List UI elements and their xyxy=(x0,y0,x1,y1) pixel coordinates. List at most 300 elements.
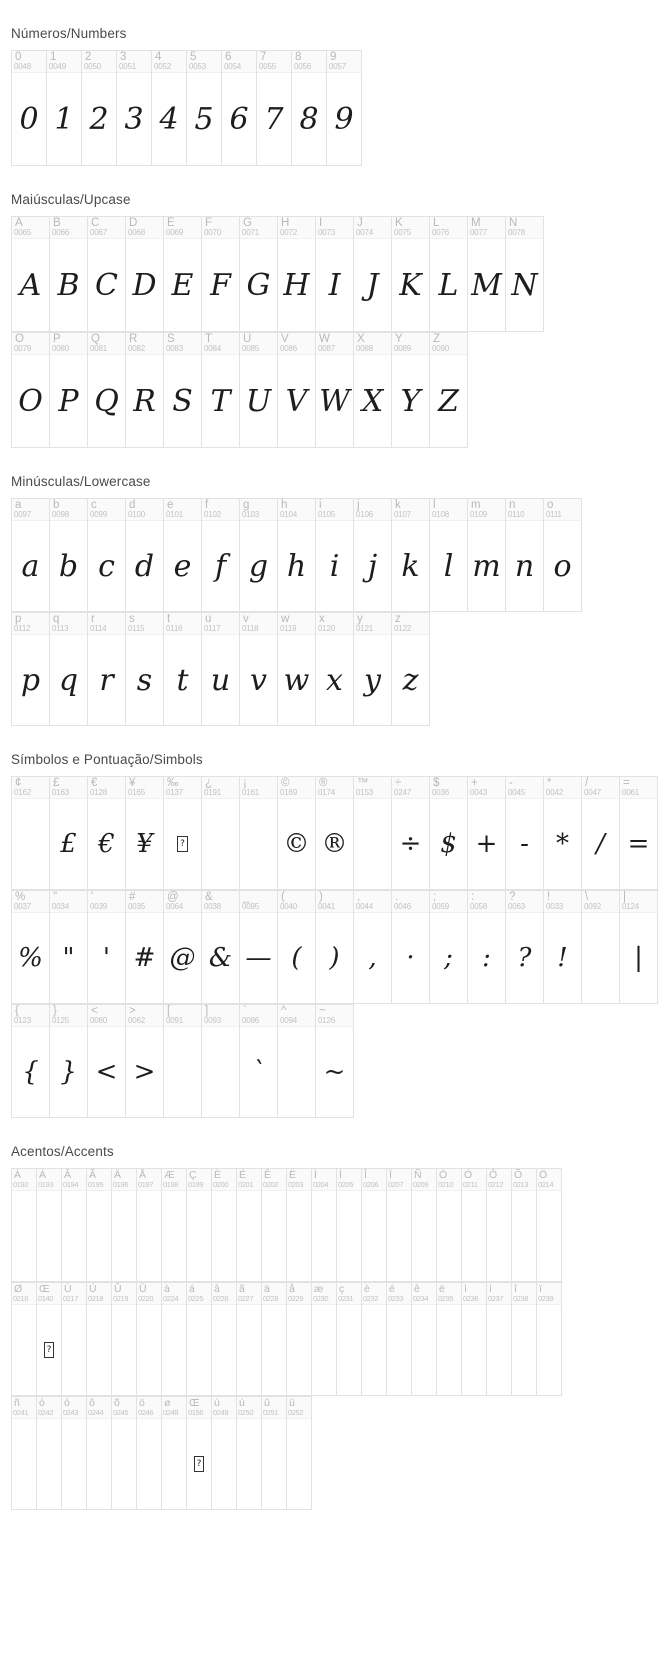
glyph-cell[interactable] xyxy=(506,499,544,612)
glyph-cell[interactable] xyxy=(337,1283,362,1396)
glyph-char-label: 4 xyxy=(155,51,162,63)
glyph-char-label: q xyxy=(53,613,60,625)
glyph-cell[interactable] xyxy=(126,1005,164,1118)
glyph-preview xyxy=(212,1419,236,1509)
glyph-code-label: 0035 xyxy=(128,902,145,911)
glyph-cell[interactable] xyxy=(240,217,278,332)
glyph-char-label: Ú xyxy=(89,1283,97,1295)
section-title: Símbolos e Pontuação/Simbols xyxy=(11,752,203,767)
glyph-cell[interactable] xyxy=(278,613,316,726)
glyph-cell[interactable] xyxy=(152,51,187,166)
glyph-cell[interactable] xyxy=(88,891,126,1004)
glyph-cell[interactable] xyxy=(202,499,240,612)
glyph-code-label: 0048 xyxy=(14,62,31,71)
glyph-code-label: 0218 xyxy=(88,1294,104,1303)
glyph-cell[interactable] xyxy=(88,333,126,448)
glyph-cell[interactable] xyxy=(87,1283,112,1396)
glyph-cell[interactable] xyxy=(430,499,468,612)
glyph-shape: : xyxy=(482,943,491,973)
glyph-cell[interactable] xyxy=(316,217,354,332)
glyph-shape: M xyxy=(471,267,502,303)
glyph-cell[interactable] xyxy=(126,499,164,612)
glyph-shape: Q xyxy=(94,383,119,419)
glyph-cell[interactable] xyxy=(462,1169,487,1282)
glyph-cell[interactable] xyxy=(237,1283,262,1396)
glyph-cell[interactable] xyxy=(468,777,506,890)
glyph-cell[interactable] xyxy=(187,51,222,166)
glyph-code-label: 0251 xyxy=(263,1408,279,1417)
glyph-cell[interactable] xyxy=(212,1283,237,1396)
glyph-code-label: 0174 xyxy=(318,788,335,797)
glyph-cell-header xyxy=(287,1283,311,1305)
glyph-cell[interactable] xyxy=(354,499,392,612)
glyph-code-label: 0074 xyxy=(356,228,373,237)
glyph-cell-header xyxy=(544,891,581,913)
glyph-cell[interactable] xyxy=(582,777,620,890)
glyph-shape: · xyxy=(406,943,415,973)
glyph-cell[interactable] xyxy=(12,1005,50,1118)
glyph-char-label: ô xyxy=(89,1397,95,1409)
glyph-preview xyxy=(87,1419,111,1509)
glyph-cell[interactable] xyxy=(202,1005,240,1118)
glyph-char-label: A xyxy=(15,217,23,229)
glyph-code-label: 0063 xyxy=(508,902,525,911)
glyph-cell-header xyxy=(278,613,315,635)
glyph-cell[interactable] xyxy=(12,1169,37,1282)
glyph-char-label: ^ xyxy=(281,1005,287,1017)
glyph-cell[interactable] xyxy=(164,333,202,448)
glyph-preview xyxy=(112,1419,136,1509)
glyph-code-label: 0055 xyxy=(259,62,276,71)
glyph-cell[interactable] xyxy=(620,777,658,890)
glyph-cell[interactable] xyxy=(12,1283,37,1396)
glyph-cell-header xyxy=(412,1169,436,1191)
glyph-cell[interactable] xyxy=(430,777,468,890)
glyph-cell[interactable] xyxy=(506,217,544,332)
glyph-cell[interactable] xyxy=(212,1397,237,1510)
glyph-preview xyxy=(212,1305,236,1395)
glyph-cell-header xyxy=(354,613,391,635)
glyph-cell[interactable] xyxy=(112,1169,137,1282)
glyph-cell-header xyxy=(12,891,49,913)
glyph-cell[interactable] xyxy=(316,613,354,726)
glyph-cell-header xyxy=(152,51,186,73)
glyph-cell[interactable] xyxy=(316,1005,354,1118)
glyph-grid xyxy=(0,776,661,1118)
glyph-cell-header xyxy=(50,217,87,239)
glyph-cell[interactable] xyxy=(87,1397,112,1510)
glyph-preview xyxy=(278,913,315,1003)
glyph-cell[interactable] xyxy=(262,1169,287,1282)
glyph-shape: ) xyxy=(329,943,340,973)
glyph-preview xyxy=(312,1305,336,1395)
glyph-cell[interactable] xyxy=(50,613,88,726)
glyph-preview xyxy=(202,799,239,889)
glyph-cell[interactable] xyxy=(12,777,50,890)
glyph-cell[interactable] xyxy=(278,1005,316,1118)
glyph-cell[interactable] xyxy=(387,1283,412,1396)
glyph-code-label: 0077 xyxy=(470,228,487,237)
glyph-cell[interactable] xyxy=(316,777,354,890)
glyph-cell-header xyxy=(164,217,201,239)
glyph-cell-header xyxy=(506,891,543,913)
glyph-shape: ® xyxy=(321,829,348,859)
glyph-cell[interactable] xyxy=(88,1005,126,1118)
glyph-cell[interactable] xyxy=(412,1283,437,1396)
glyph-cell[interactable] xyxy=(544,499,582,612)
glyph-cell[interactable] xyxy=(12,499,50,612)
glyph-cell[interactable] xyxy=(487,1283,512,1396)
glyph-cell[interactable] xyxy=(240,613,278,726)
glyph-shape: E xyxy=(171,267,194,303)
glyph-cell[interactable] xyxy=(164,613,202,726)
glyph-cell[interactable] xyxy=(62,1283,87,1396)
glyph-cell-header xyxy=(327,51,361,73)
glyph-cell[interactable] xyxy=(287,1397,312,1510)
glyph-cell[interactable] xyxy=(12,613,50,726)
glyph-cell[interactable] xyxy=(487,1169,512,1282)
glyph-cell[interactable] xyxy=(620,891,658,1004)
glyph-code-label: 0161 xyxy=(242,788,259,797)
glyph-code-label: 0105 xyxy=(318,510,335,519)
glyph-cell[interactable] xyxy=(222,51,257,166)
glyph-cell-header xyxy=(137,1169,161,1191)
glyph-char-label: ü xyxy=(289,1397,295,1409)
glyph-preview xyxy=(354,635,391,725)
glyph-cell-header xyxy=(126,333,163,355)
glyph-code-label: 0057 xyxy=(329,62,346,71)
glyph-char-label: Ê xyxy=(264,1169,272,1181)
glyph-cell[interactable] xyxy=(164,777,202,890)
glyph-cell-header xyxy=(126,217,163,239)
glyph-preview xyxy=(164,635,201,725)
glyph-cell[interactable] xyxy=(164,891,202,1004)
glyph-cell[interactable] xyxy=(392,777,430,890)
glyph-cell[interactable] xyxy=(37,1397,62,1510)
glyph-cell[interactable] xyxy=(312,1169,337,1282)
glyph-cell[interactable] xyxy=(164,499,202,612)
glyph-cell[interactable] xyxy=(437,1283,462,1396)
glyph-cell[interactable] xyxy=(240,1005,278,1118)
glyph-cell[interactable] xyxy=(50,1005,88,1118)
glyph-cell[interactable] xyxy=(12,217,50,332)
glyph-cell-header xyxy=(237,1283,261,1305)
glyph-cell[interactable] xyxy=(62,1169,87,1282)
glyph-code-label: 0099 xyxy=(90,510,107,519)
glyph-cell[interactable] xyxy=(47,51,82,166)
glyph-preview xyxy=(237,1305,261,1395)
glyph-shape: X xyxy=(361,383,384,419)
glyph-shape: a xyxy=(21,548,40,584)
glyph-cell-header xyxy=(262,1397,286,1419)
glyph-char-label: _ xyxy=(243,891,250,903)
glyph-cell[interactable] xyxy=(240,891,278,1004)
glyph-cell[interactable] xyxy=(82,51,117,166)
glyph-cell[interactable] xyxy=(512,1169,537,1282)
glyph-cell[interactable] xyxy=(164,1005,202,1118)
glyph-cell-header xyxy=(12,499,49,521)
glyph-char-label: o xyxy=(547,499,554,511)
glyph-cell[interactable] xyxy=(337,1169,362,1282)
glyph-cell[interactable] xyxy=(162,1169,187,1282)
glyph-code-label: 0193 xyxy=(38,1180,54,1189)
glyph-cell[interactable] xyxy=(537,1169,562,1282)
glyph-cell[interactable] xyxy=(50,777,88,890)
glyph-cell[interactable] xyxy=(202,891,240,1004)
glyph-cell[interactable] xyxy=(164,217,202,332)
glyph-preview xyxy=(202,239,239,331)
glyph-cell[interactable] xyxy=(354,777,392,890)
glyph-cell-header xyxy=(202,777,239,799)
glyph-section xyxy=(0,1118,661,1510)
glyph-char-label: Á xyxy=(39,1169,47,1181)
glyph-cell[interactable] xyxy=(392,499,430,612)
glyph-code-label: 0080 xyxy=(52,344,69,353)
glyph-cell[interactable] xyxy=(187,1169,212,1282)
glyph-shape: S xyxy=(172,383,193,419)
glyph-cell[interactable] xyxy=(392,613,430,726)
glyph-cell[interactable] xyxy=(37,1169,62,1282)
glyph-cell[interactable] xyxy=(278,777,316,890)
glyph-cell[interactable] xyxy=(257,51,292,166)
glyph-char-label: r xyxy=(91,613,95,625)
glyph-char-label: l xyxy=(433,499,436,511)
glyph-cell[interactable] xyxy=(187,1283,212,1396)
glyph-cell[interactable] xyxy=(430,333,468,448)
glyph-code-label: 0241 xyxy=(13,1408,29,1417)
glyph-code-label: 0044 xyxy=(356,902,373,911)
glyph-char-label: ì xyxy=(464,1283,467,1295)
glyph-cell[interactable] xyxy=(126,333,164,448)
glyph-preview xyxy=(262,1305,286,1395)
glyph-char-label: É xyxy=(239,1169,247,1181)
glyph-cell[interactable] xyxy=(50,333,88,448)
glyph-cell[interactable] xyxy=(506,777,544,890)
glyph-cell[interactable] xyxy=(287,1283,312,1396)
glyph-char-label: Ñ xyxy=(414,1169,422,1181)
glyph-cell[interactable] xyxy=(162,1397,187,1510)
glyph-cell-header xyxy=(316,777,353,799)
glyph-cell[interactable] xyxy=(278,891,316,1004)
glyph-cell[interactable] xyxy=(202,333,240,448)
glyph-preview xyxy=(126,355,163,447)
glyph-cell[interactable] xyxy=(262,1397,287,1510)
glyph-cell[interactable] xyxy=(212,1169,237,1282)
glyph-cell[interactable] xyxy=(544,777,582,890)
glyph-cell[interactable] xyxy=(88,499,126,612)
glyph-cell[interactable] xyxy=(237,1169,262,1282)
glyph-cell[interactable] xyxy=(278,333,316,448)
glyph-cell[interactable] xyxy=(112,1283,137,1396)
glyph-cell[interactable] xyxy=(468,891,506,1004)
glyph-cell[interactable] xyxy=(240,333,278,448)
glyph-code-label: 0045 xyxy=(508,788,525,797)
glyph-cell[interactable] xyxy=(262,1283,287,1396)
glyph-cell-header xyxy=(62,1169,86,1191)
glyph-char-label: H xyxy=(281,217,290,229)
glyph-code-label: 0246 xyxy=(138,1408,154,1417)
glyph-cell-header xyxy=(240,499,277,521)
glyph-cell[interactable] xyxy=(50,217,88,332)
glyph-code-label: 0250 xyxy=(238,1408,254,1417)
glyph-cell[interactable] xyxy=(287,1169,312,1282)
glyph-cell-header xyxy=(112,1169,136,1191)
glyph-cell[interactable] xyxy=(437,1169,462,1282)
glyph-cell[interactable] xyxy=(202,777,240,890)
glyph-cell[interactable] xyxy=(12,891,50,1004)
glyph-cell[interactable] xyxy=(537,1283,562,1396)
glyph-cell[interactable] xyxy=(12,333,50,448)
glyph-cell[interactable] xyxy=(392,217,430,332)
glyph-cell[interactable] xyxy=(430,217,468,332)
glyph-cell-header xyxy=(354,333,391,355)
glyph-cell[interactable] xyxy=(126,613,164,726)
glyph-cell[interactable] xyxy=(362,1283,387,1396)
glyph-code-label: 0042 xyxy=(546,788,563,797)
glyph-char-label: ÷ xyxy=(395,777,402,789)
glyph-preview xyxy=(337,1305,361,1395)
glyph-code-label: 0116 xyxy=(166,624,183,633)
glyph-shape: Y xyxy=(400,383,421,419)
glyph-cell[interactable] xyxy=(362,1169,387,1282)
glyph-code-label: 0064 xyxy=(166,902,183,911)
glyph-char-label: d xyxy=(129,499,136,511)
glyph-cell-header xyxy=(50,1005,87,1027)
glyph-shape: b xyxy=(58,548,79,584)
glyph-cell[interactable] xyxy=(316,333,354,448)
notdef-box-icon: ? xyxy=(44,1342,55,1358)
glyph-cell[interactable] xyxy=(88,613,126,726)
glyph-cell[interactable] xyxy=(430,891,468,1004)
glyph-cell[interactable] xyxy=(187,1397,212,1510)
glyph-cell[interactable] xyxy=(412,1169,437,1282)
glyph-preview xyxy=(164,799,201,889)
glyph-cell-header xyxy=(462,1283,486,1305)
glyph-cell[interactable] xyxy=(278,217,316,332)
glyph-cell[interactable] xyxy=(88,777,126,890)
glyph-cell[interactable] xyxy=(126,217,164,332)
glyph-preview xyxy=(287,1305,311,1395)
glyph-char-label: x xyxy=(319,613,325,625)
glyph-preview xyxy=(487,1305,511,1395)
glyph-cell[interactable] xyxy=(237,1397,262,1510)
glyph-cell[interactable] xyxy=(112,1397,137,1510)
glyph-cell-header xyxy=(437,1283,461,1305)
glyph-cell[interactable] xyxy=(468,217,506,332)
glyph-cell[interactable] xyxy=(50,499,88,612)
glyph-preview xyxy=(316,239,353,331)
glyph-section xyxy=(0,448,661,726)
glyph-cell[interactable] xyxy=(354,891,392,1004)
glyph-cell-header xyxy=(164,891,201,913)
glyph-cell[interactable] xyxy=(117,51,152,166)
glyph-char-label: Œ xyxy=(39,1283,50,1295)
notdef-box-icon: ? xyxy=(177,836,188,852)
glyph-cell[interactable] xyxy=(278,499,316,612)
glyph-cell[interactable] xyxy=(468,499,506,612)
glyph-cell[interactable] xyxy=(292,51,327,166)
glyph-cell[interactable] xyxy=(316,499,354,612)
glyph-cell[interactable] xyxy=(582,891,620,1004)
glyph-cell[interactable] xyxy=(126,891,164,1004)
glyph-preview xyxy=(287,1419,311,1509)
glyph-cell[interactable] xyxy=(312,1283,337,1396)
glyph-cell[interactable] xyxy=(240,777,278,890)
glyph-cell[interactable] xyxy=(137,1169,162,1282)
glyph-cell[interactable] xyxy=(354,613,392,726)
glyph-char-label: ' xyxy=(91,891,94,903)
glyph-char-label: Ë xyxy=(289,1169,297,1181)
glyph-code-label: 0217 xyxy=(63,1294,79,1303)
glyph-cell[interactable] xyxy=(37,1283,62,1396)
glyph-char-label: f xyxy=(205,499,209,511)
glyph-cell[interactable] xyxy=(202,613,240,726)
glyph-cell[interactable] xyxy=(126,777,164,890)
glyph-cell[interactable] xyxy=(137,1283,162,1396)
glyph-code-label: 0066 xyxy=(52,228,69,237)
glyph-char-label: " xyxy=(53,891,58,903)
glyph-cell[interactable] xyxy=(50,891,88,1004)
glyph-code-label: 0199 xyxy=(188,1180,204,1189)
glyph-char-label: 0 xyxy=(15,51,22,63)
glyph-preview xyxy=(12,799,49,889)
glyph-cell[interactable] xyxy=(88,217,126,332)
glyph-cell[interactable] xyxy=(202,217,240,332)
glyph-code-label: 0114 xyxy=(90,624,107,633)
glyph-cell[interactable] xyxy=(544,891,582,1004)
glyph-cell[interactable] xyxy=(240,499,278,612)
glyph-char-label: ø xyxy=(164,1397,171,1409)
glyph-code-label: 0103 xyxy=(242,510,259,519)
glyph-code-label: 0247 xyxy=(394,788,411,797)
glyph-char-label: Ò xyxy=(439,1169,448,1181)
glyph-shape: 0 xyxy=(19,101,39,137)
glyph-char-label: € xyxy=(91,777,98,789)
glyph-code-label: 0239 xyxy=(538,1294,554,1303)
glyph-code-label: 0163 xyxy=(52,788,69,797)
glyph-cell[interactable] xyxy=(137,1397,162,1510)
glyph-cell[interactable] xyxy=(316,891,354,1004)
glyph-cell[interactable] xyxy=(12,51,47,166)
glyph-cell[interactable] xyxy=(162,1283,187,1396)
glyph-cell[interactable] xyxy=(12,1397,37,1510)
glyph-cell[interactable] xyxy=(512,1283,537,1396)
glyph-cell[interactable] xyxy=(354,217,392,332)
glyph-code-label: 0037 xyxy=(14,902,31,911)
glyph-cell[interactable] xyxy=(327,51,362,166)
glyph-cell[interactable] xyxy=(392,333,430,448)
glyph-preview xyxy=(392,913,429,1003)
glyph-cell[interactable] xyxy=(62,1397,87,1510)
glyph-cell[interactable] xyxy=(506,891,544,1004)
glyph-cell-header xyxy=(62,1397,86,1419)
glyph-cell-header xyxy=(50,333,87,355)
glyph-code-label: 0058 xyxy=(470,902,487,911)
glyph-preview xyxy=(506,521,543,611)
glyph-char-label: e xyxy=(167,499,174,511)
glyph-cell[interactable] xyxy=(462,1283,487,1396)
glyph-cell[interactable] xyxy=(387,1169,412,1282)
glyph-cell[interactable] xyxy=(87,1169,112,1282)
glyph-code-label: 0194 xyxy=(63,1180,79,1189)
glyph-char-label: â xyxy=(214,1283,220,1295)
glyph-cell-header xyxy=(312,1283,336,1305)
glyph-char-label: È xyxy=(214,1169,222,1181)
glyph-char-label: K xyxy=(395,217,403,229)
glyph-preview xyxy=(137,1419,161,1509)
glyph-cell[interactable] xyxy=(392,891,430,1004)
glyph-cell[interactable] xyxy=(354,333,392,448)
